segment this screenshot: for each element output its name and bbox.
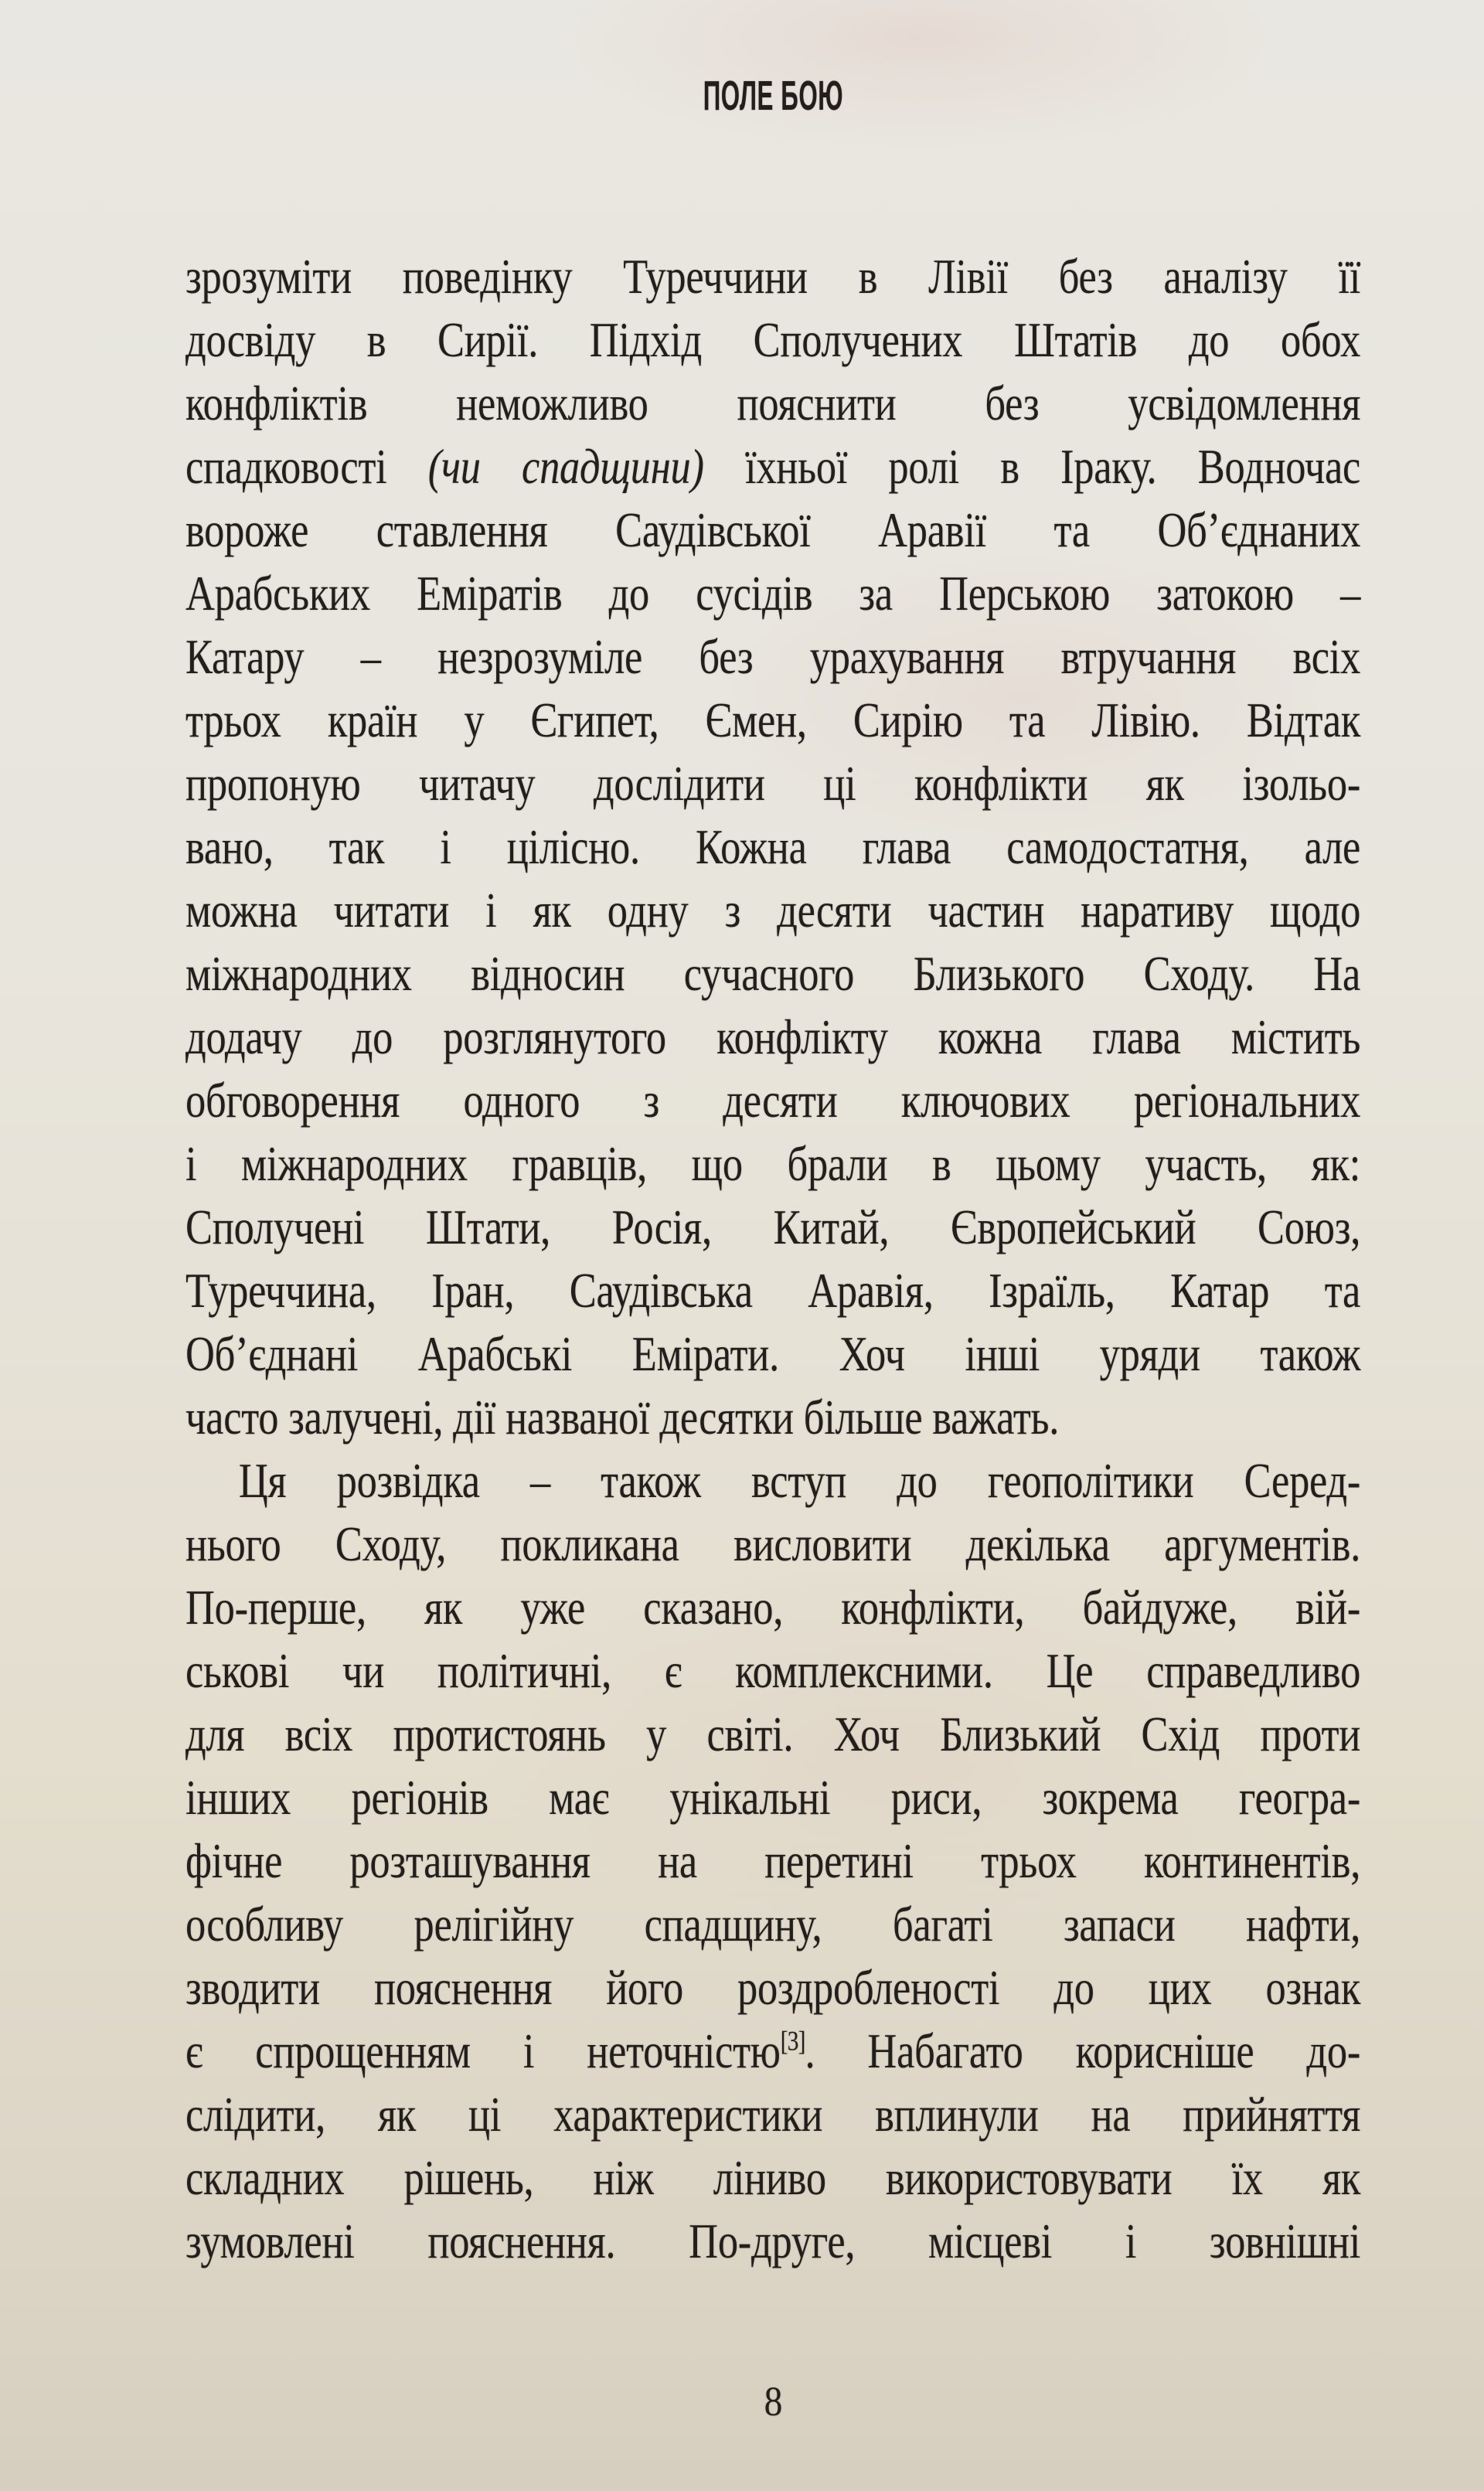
text-line: Катару – незрозуміле без урахування втручання всіх [186, 629, 1361, 684]
text-line: слідити, як ці характеристики вплинули на прийняття [186, 2087, 1361, 2142]
text-line: Туреччина, Іран, Саудівська Аравія, Ізраїль, Катар та [186, 1263, 1361, 1318]
text-segment: спадковості [186, 439, 428, 494]
body-text [186, 245, 1360, 2273]
text-line: Арабських Еміратів до сусідів за Перською затокою – [186, 566, 1361, 621]
text-line-with-italic [186, 435, 1360, 499]
text-line: пропоную читачу дослідити ці конфлікти як ізольо- [186, 756, 1361, 811]
text-line: додачу до розглянутого конфлікту кожна глава містить [186, 1009, 1361, 1064]
text-line: особливу релігійну спадщину, багаті запаси нафти, [186, 1897, 1361, 1952]
text-line: трьох країн у Єгипет, Ємен, Сирію та Лівію. Відтак [186, 693, 1361, 747]
page-footer [186, 2378, 1360, 2425]
text-line: міжнародних відносин сучасного Близького Сходу. На [186, 946, 1361, 1001]
text-line: По-перше, як уже сказано, конфлікти, байдуже, вій- [186, 1580, 1361, 1635]
text-line: можна читати і як одну з десяти частин наративу щодо [186, 883, 1361, 938]
text-line: зводити пояснення його роздробленості до цих ознак [186, 1960, 1361, 2015]
text-line: вано, так і цілісно. Кожна глава самодостатня, але [186, 819, 1361, 874]
page-number: 8 [764, 2378, 782, 2425]
running-head: ПОЛЕ БОЮ [703, 73, 843, 119]
text-line: зрозуміти поведінку Туреччини в Лівії без аналізу її [186, 249, 1361, 304]
text-line: вороже ставлення Саудівської Аравії та Об’єднаних [186, 502, 1361, 557]
text-line: інших регіонів має унікальні риси, зокрема геогра- [186, 1770, 1361, 1825]
text-segment: . Набагато корисніше до- [805, 2023, 1361, 2078]
text-line: обговорення одного з десяти ключових регіональних [186, 1073, 1361, 1128]
text-segment: їхньої ролі в Іраку. Водночас [703, 439, 1361, 494]
text-line: складних рішень, ніж ліниво використовувати їх як [186, 2150, 1361, 2205]
text-line: для всіх протистоянь у світі. Хоч Близький Схід проти [186, 1707, 1361, 1761]
page-header [186, 75, 1360, 117]
text-line: Об’єднані Арабські Емірати. Хоч інші уряди також [186, 1326, 1361, 1381]
text-segment: є спрощенням і неточністю [186, 2023, 781, 2078]
text-line-with-footnote [186, 2020, 1360, 2083]
text-line: нього Сходу, покликана висловити декілька аргументів. [186, 1516, 1361, 1571]
text-line: Сполучені Штати, Росія, Китай, Європейський Союз, [186, 1200, 1361, 1254]
text-line: зумовлені пояснення. По-друге, місцеві і зовнішні [186, 2214, 1361, 2268]
text-line: досвіду в Сирії. Підхід Сполучених Штатів до обох [186, 312, 1361, 367]
text-line: і міжнародних гравців, що брали в цьому участь, як: [186, 1136, 1361, 1191]
text-line: часто залучені, дії названої десятки більше важать. [186, 1390, 1060, 1445]
footnote-ref: [3] [780, 2025, 805, 2057]
text-line: ськові чи політичні, є комплексними. Це справедливо [186, 1643, 1361, 1698]
text-line: конфліктів неможливо пояснити без усвідомлення [186, 376, 1361, 430]
italic-segment: (чи спадщини) [427, 439, 704, 494]
text-line: фічне розташування на перетині трьох континентів, [186, 1833, 1361, 1888]
text-line: Ця розвідка – також вступ до геополітики Серед- [238, 1453, 1361, 1508]
